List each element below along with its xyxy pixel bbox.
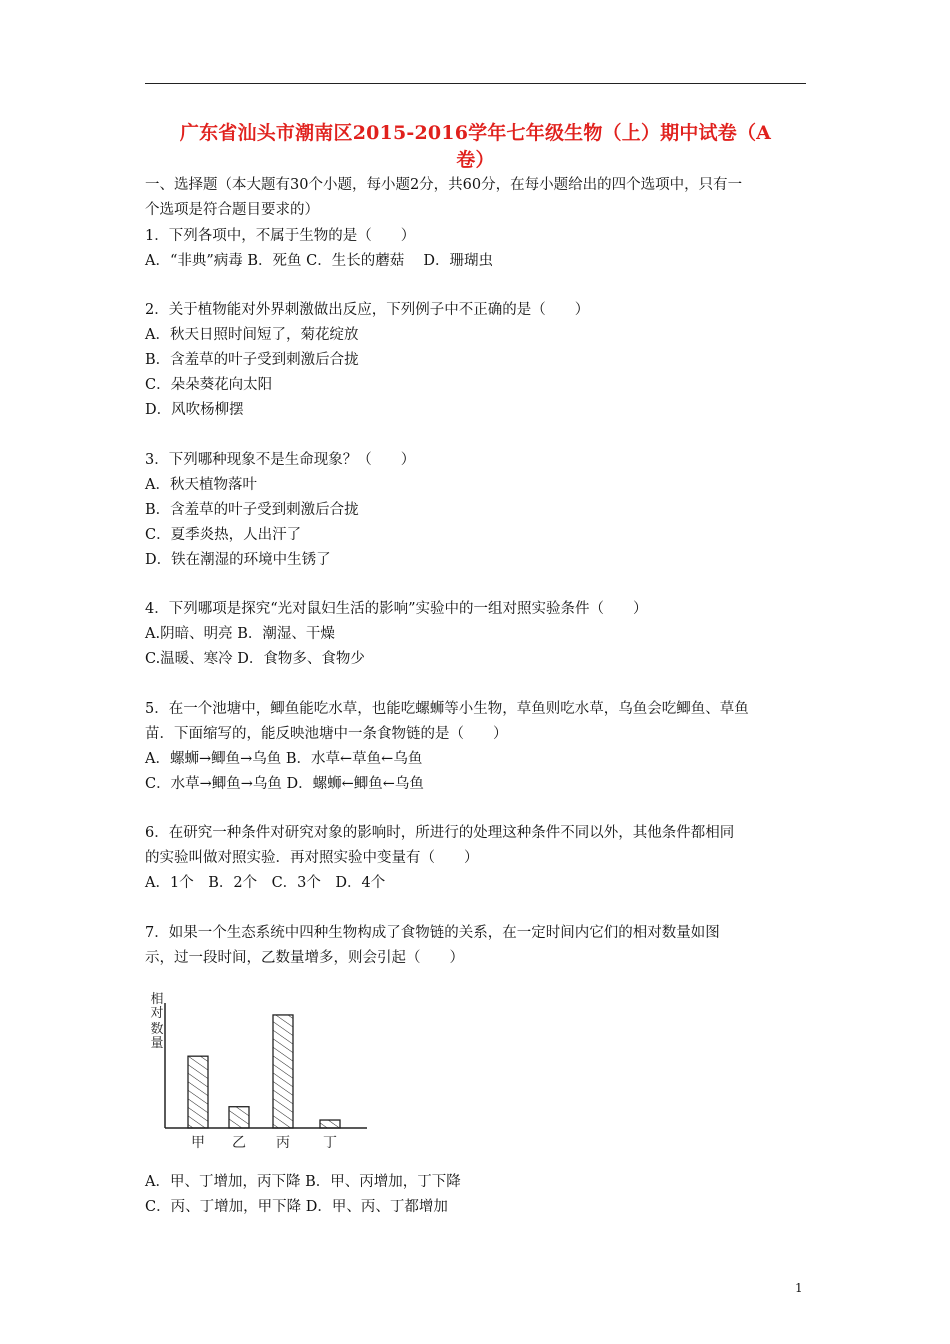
q3-option-c: C．夏季炎热，人出汗了 [145, 527, 302, 543]
bar-甲 [188, 1056, 208, 1128]
q4-options-ab: A.阴暗、明亮 B．潮湿、干燥 [145, 626, 335, 642]
section-header-line2: 个选项是符合题目要求的） [145, 202, 319, 218]
q7-stem-line2: 示，过一段时间，乙数量增多，则会引起（ ） [145, 950, 464, 966]
q3-option-a: A．秋天植物落叶 [145, 477, 257, 493]
x-tick-label: 丁 [323, 1135, 337, 1151]
q2-option-b: B．含羞草的叶子受到刺激后合拢 [145, 352, 359, 368]
x-tick-label: 甲 [191, 1135, 205, 1151]
top-rule [145, 83, 806, 84]
y-axis-label-part: 相对 [150, 992, 164, 1021]
q2-option-c: C．朵朵葵花向太阳 [145, 377, 273, 393]
q5-stem-line2: 苗．下面缩写的，能反映池塘中一条食物链的是（ ） [145, 726, 508, 742]
q2-option-a: A．秋天日照时间短了，菊花绽放 [145, 327, 359, 343]
bar-丁 [320, 1120, 340, 1128]
q6-stem-line2: 的实验叫做对照实验．再对照实验中变量有（ ） [145, 850, 479, 866]
bar-chart [145, 975, 385, 1165]
q7-options-ab: A．甲、丁增加，丙下降 B．甲、丙增加，丁下降 [145, 1174, 461, 1190]
exam-title [145, 120, 806, 174]
q5-options-ab: A．螺蛳→鲫鱼→乌鱼 B．水草←草鱼←乌鱼 [145, 751, 423, 767]
y-axis-label-part: 数量 [150, 1022, 164, 1051]
q4-stem: 4．下列哪项是探究“光对鼠妇生活的影响”实验中的一组对照实验条件（ ） [145, 601, 648, 617]
q6-stem-line1: 6．在研究一种条件对研究对象的影响时，所进行的处理这种条件不同以外，其他条件都相同 [145, 825, 735, 841]
q4-options-cd: C.温暖、寒冷 D．食物多、食物少 [145, 651, 365, 667]
q5-options-cd: C．水草→鲫鱼→乌鱼 D．螺蛳←鲫鱼←乌鱼 [145, 776, 424, 792]
q2-stem: 2．关于植物能对外界刺激做出反应，下列例子中不正确的是（ ） [145, 302, 590, 318]
q3-option-b: B．含羞草的叶子受到刺激后合拢 [145, 502, 359, 518]
y-axis-label [150, 991, 163, 1051]
bar-乙 [229, 1107, 249, 1128]
q3-stem: 3．下列哪种现象不是生命现象？（ ） [145, 452, 416, 468]
q1-options: A．“非典”病毒 B．死鱼 C．生长的蘑菇 D．珊瑚虫 [145, 253, 493, 269]
x-tick-label: 丙 [276, 1135, 290, 1151]
exam-title-line2: 卷） [456, 149, 495, 171]
q6-options: A．1个 B．2个 C．3个 D．4个 [145, 875, 386, 891]
q5-stem-line1: 5．在一个池塘中，鲫鱼能吃水草，也能吃螺蛳等小生物，草鱼则吃水草，乌鱼会吃鲫鱼、草鱼 [145, 701, 749, 717]
bar-丙 [273, 1015, 293, 1128]
q7-options-cd: C．丙、丁增加，甲下降 D．甲、丙、丁都增加 [145, 1199, 448, 1215]
page-number: 1 [795, 1281, 803, 1295]
section-header-line1: 一、选择题（本大题有30个小题，每小题2分，共60分，在每小题给出的四个选项中，只有一 [145, 177, 743, 193]
q2-option-d: D．风吹杨柳摆 [145, 402, 244, 418]
x-tick-label: 乙 [232, 1135, 246, 1151]
q1-stem: 1．下列各项中，不属于生物的是（ ） [145, 228, 416, 244]
exam-title-line1: 广东省汕头市潮南区2015-2016学年七年级生物（上）期中试卷（A [179, 122, 772, 144]
q7-stem-line1: 7．如果一个生态系统中四种生物构成了食物链的关系，在一定时间内它们的相对数量如图 [145, 925, 720, 941]
q3-option-d: D．铁在潮湿的环境中生锈了 [145, 552, 331, 568]
